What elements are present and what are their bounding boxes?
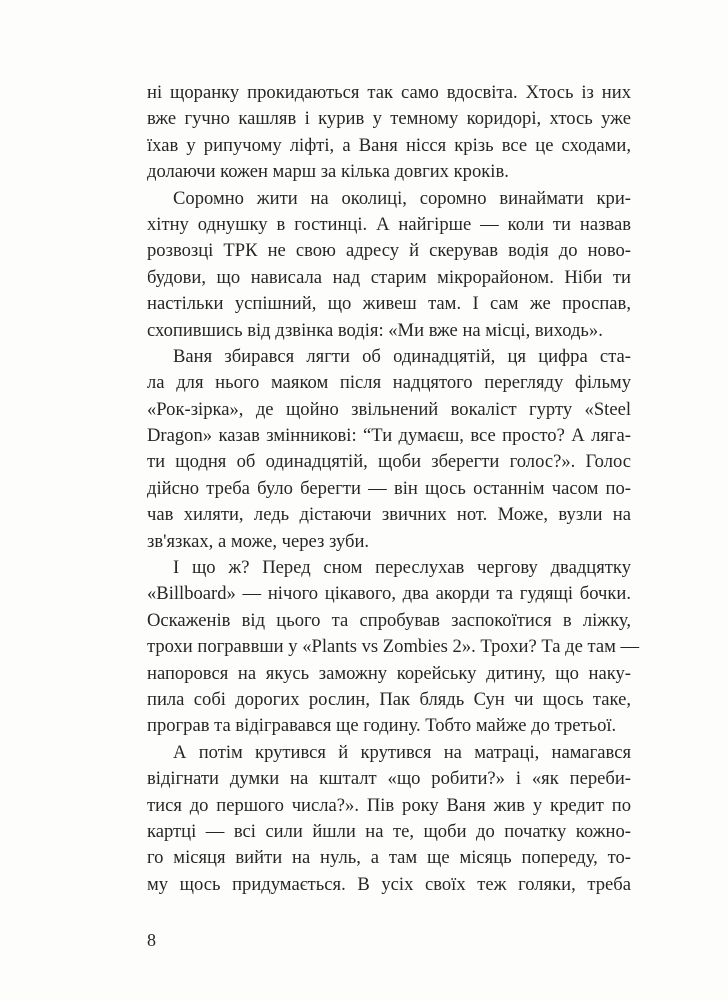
text-line: зв'язках, а може, через зуби. xyxy=(147,530,370,552)
text-line: дійсно треба було берегти — він щось останнім часом по- xyxy=(147,477,631,499)
text-line: Оскаженів від цього та спробував заспокоїтися в ліжку, xyxy=(147,609,631,631)
text-line: картці — всі сили йшли на те, щоби до початку кожно- xyxy=(147,820,631,842)
page-number: 8 xyxy=(147,930,156,950)
text-line: Dragon» казав змінникові: “Ти думаєш, все просто? А ляга- xyxy=(147,425,631,447)
text-line: ти щодня об одинадцятій, щоби зберегти голос?». Голос xyxy=(147,451,631,473)
text-line: програв та відігравався ще годину. Тобто майже до третьої. xyxy=(147,715,617,737)
text-line: чав хиляти, ледь дістаючи звичних нот. Може, вузли на xyxy=(147,504,631,526)
text-line: го місяця вийти на нуль, а там ще місяць попереду, то- xyxy=(147,847,631,869)
text-line: ні щоранку прокидаються так само вдосвіта. Хтось із них xyxy=(147,82,631,103)
text-line: будови, що нависала над старим мікрорайоном. Ніби ти xyxy=(147,266,631,288)
text-line: напоровся на якусь заможну корейську дитину, що наку- xyxy=(147,662,631,684)
text-line: їхав у рипучому ліфті, а Ваня нісся крізь все це сходами, xyxy=(147,134,631,156)
text-line: схопившись від дзвінка водія: «Ми вже на місці, виходь». xyxy=(147,319,603,341)
text-line: хітну однушку в гостинці. А найгірше — коли ти назвав xyxy=(147,213,631,235)
text-line: розвозці ТРК не свою адресу й скерував водія до ново- xyxy=(147,240,631,262)
text-line: трохи пограввши у «Plants vs Zombies 2». Трохи? Та де там — xyxy=(147,636,640,658)
text-line: пила собі дорогих рослин, Пак блядь Сун чи щось таке, xyxy=(147,688,631,710)
text-line: вже гучно кашляв і курив у темному коридорі, хтось уже xyxy=(147,108,631,130)
text-line: «Billboard» — нічого цікавого, два акорди та гудящі бочки. xyxy=(147,583,631,605)
text-line: ла для нього маяком після надцятого перегляду фільму xyxy=(147,372,631,394)
text-line: І що ж? Перед сном переслухав чергову двадцятку xyxy=(173,557,631,579)
text-line: А потім крутився й крутився на матраці, намагався xyxy=(173,741,631,763)
text-line: Соромно жити на околиці, соромно винаймати кри- xyxy=(173,187,631,209)
text-line: му щось придумається. В усіх своїх теж голяки, треба xyxy=(147,873,631,895)
text-line: настільки успішний, що живеш там. І сам же проспав, xyxy=(147,293,631,315)
text-line: долаючи кожен марш за кілька довгих кроків. xyxy=(147,161,509,183)
page-text xyxy=(147,80,640,898)
text-line: «Рок-зірка», де щойно звільнений вокаліст гурту «Steel xyxy=(147,398,631,420)
text-line: тися до першого числа?». Пів року Ваня жив у кредит по xyxy=(147,794,631,816)
text-line: Ваня збирався лягти об одинадцятій, ця цифра ста- xyxy=(173,345,631,367)
text-line: відігнати думки на кшталт «що робити?» і «як переби- xyxy=(147,768,631,790)
